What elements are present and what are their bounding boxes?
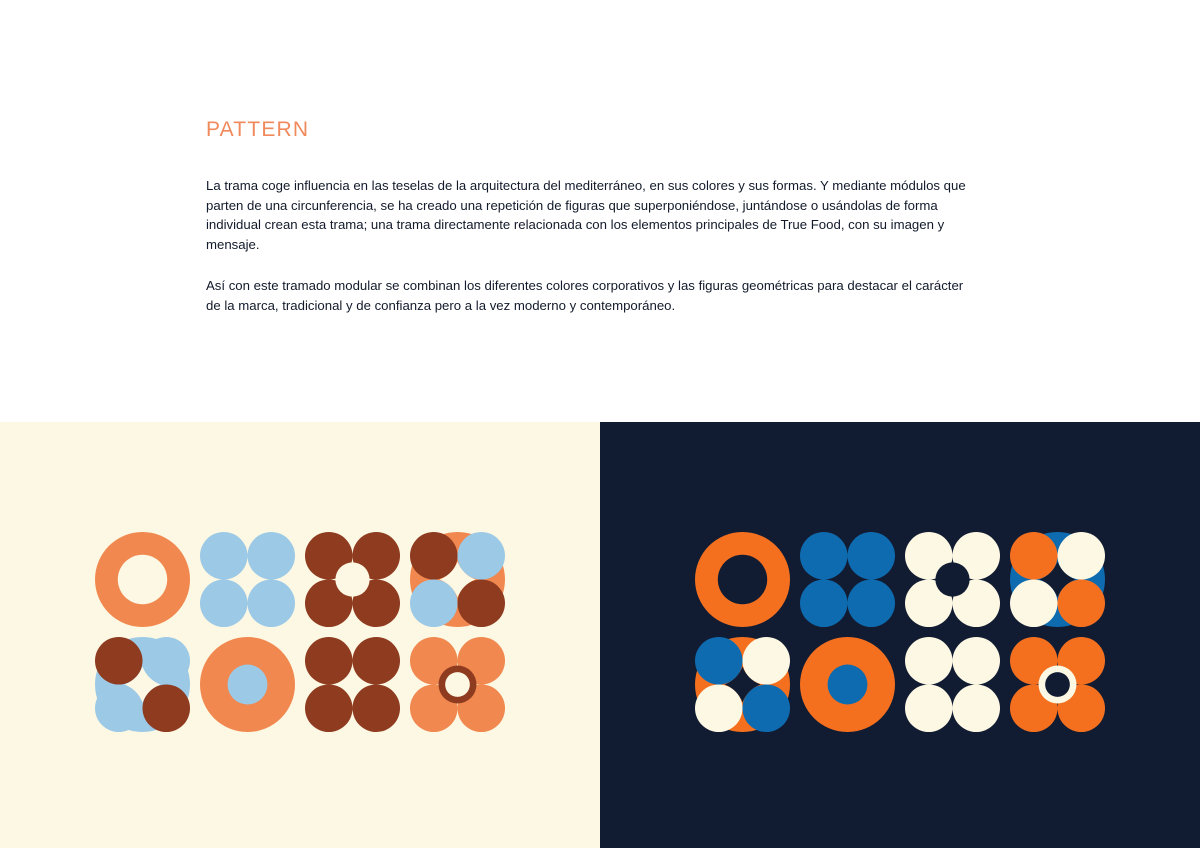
pattern-tile-quatrefoil-star-brown — [95, 637, 190, 732]
pattern-tile-quatrefoil-solid-cream — [905, 637, 1000, 732]
pattern-tile-ring-orange — [695, 532, 790, 627]
pattern-tile-four-circles-light-blue — [200, 532, 295, 627]
intro-text-block — [206, 118, 976, 315]
pattern-tile-quatrefoil-star-cream-blue — [695, 637, 790, 732]
pattern-panel-dark — [600, 422, 1200, 848]
pattern-tile-flower-orange-brown-center — [410, 637, 505, 732]
page-title: PATTERN — [206, 118, 310, 141]
pattern-tile-quatrefoil-star-brown-blue — [410, 532, 505, 627]
pattern-tile-ring-orange-blue-center — [800, 637, 895, 732]
pattern-tile-ring-orange — [95, 532, 190, 627]
pattern-tile-four-circles-blue — [800, 532, 895, 627]
pattern-tile-quatrefoil-ring-cream — [905, 532, 1000, 627]
paragraph-1: La trama coge influencia en las teselas de la arquitectura del mediterráneo, en sus colores y sus formas. Y mediante módulos que parten de una circunferencia, se ha creado una repetición de figuras que superponiéndose, juntándose o usándolas de forma individual crean esta trama; una trama directamente relacionada con los elementos principales de True Food, con su imagen y mensaje. — [206, 178, 966, 252]
paragraph-2: Así con este tramado modular se combinan los diferentes colores corporativos y las figuras geométricas para destacar el carácter de la marca, tradicional y de confianza pero a la vez moderno y contemporáneo. — [206, 278, 964, 313]
pattern-tile-flower-orange-cream-center — [1010, 637, 1105, 732]
pattern-grid-wrap-dark — [600, 532, 1200, 732]
pattern-tile-quatrefoil-star-cream-orange — [1010, 532, 1105, 627]
pattern-panel-light — [0, 422, 600, 848]
pattern-grid-wrap-light — [0, 532, 600, 732]
pattern-grid-light — [95, 532, 505, 732]
pattern-tile-quatrefoil-solid-brown — [305, 637, 400, 732]
pattern-tile-ring-orange-blue-center — [200, 637, 295, 732]
pattern-panels — [0, 422, 1200, 848]
pattern-tile-quatrefoil-ring-brown — [305, 532, 400, 627]
pattern-grid-dark — [695, 532, 1105, 732]
